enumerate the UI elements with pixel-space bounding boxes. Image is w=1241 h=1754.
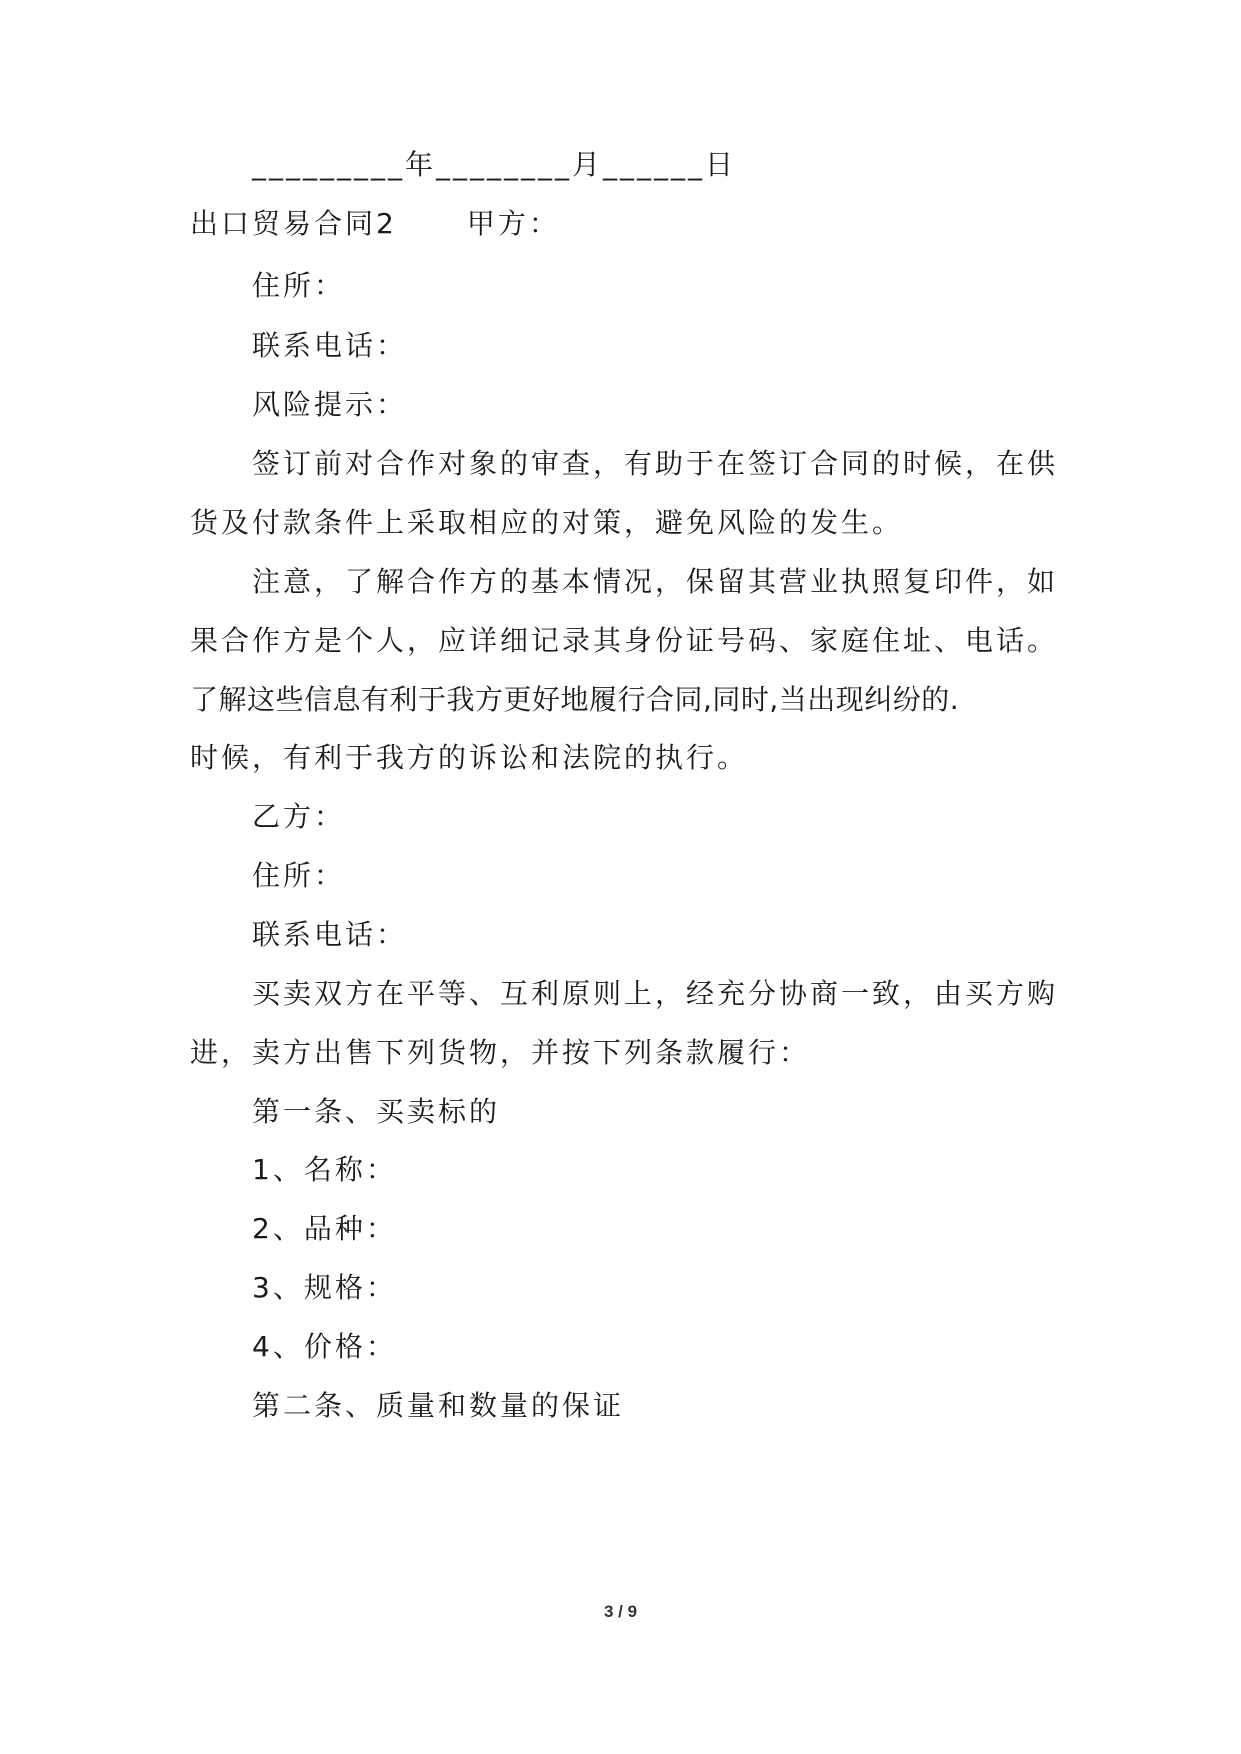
party-b-label: 乙方： xyxy=(252,800,346,833)
contract-title: 出口贸易合同2 xyxy=(190,207,397,240)
paragraph-line: 果合作方是个人，应详细记录其身份证号码、家庭住址、电话。 xyxy=(190,624,1059,657)
paragraph-line: 了解这些信息有利于我方更好地履行合同,同时,当出现纠纷的. xyxy=(190,683,960,716)
page-number: 3 / 9 xyxy=(603,1602,638,1621)
party-a-phone-label: 联系电话： xyxy=(252,329,408,362)
paragraph-line: 进，卖方出售下列货物，并按下列条款履行： xyxy=(190,1036,811,1069)
article-heading: 第二条、质量和数量的保证 xyxy=(252,1389,625,1422)
risk-notice-label: 风险提示： xyxy=(252,388,408,421)
party-b-address-label: 住所： xyxy=(252,859,346,892)
paragraph-line: 时候，有利于我方的诉讼和法院的执行。 xyxy=(190,741,749,774)
list-item: 3、规格： xyxy=(252,1271,397,1304)
paragraph-line: 买卖双方在平等、互利原则上，经充分协商一致，由买方购 xyxy=(252,977,1059,1010)
paragraph-line: 签订前对合作对象的审查，有助于在签订合同的时候，在供 xyxy=(252,447,1059,480)
date-line: _________年________月______日 xyxy=(252,148,737,181)
list-item: 4、价格： xyxy=(252,1330,397,1363)
contract-heading-line xyxy=(190,204,1090,244)
party-b-phone-label: 联系电话： xyxy=(252,918,408,951)
party-a-address-label: 住所： xyxy=(252,269,346,302)
paragraph-line: 注意，了解合作方的基本情况，保留其营业执照复印件，如 xyxy=(252,565,1059,598)
paragraph-line: 货及付款条件上采取相应的对策，避免风险的发生。 xyxy=(190,506,904,539)
article-heading: 第一条、买卖标的 xyxy=(252,1095,501,1128)
party-a-label: 甲方： xyxy=(466,207,560,240)
list-item: 2、品种： xyxy=(252,1212,397,1245)
list-item: 1、名称： xyxy=(252,1153,397,1186)
